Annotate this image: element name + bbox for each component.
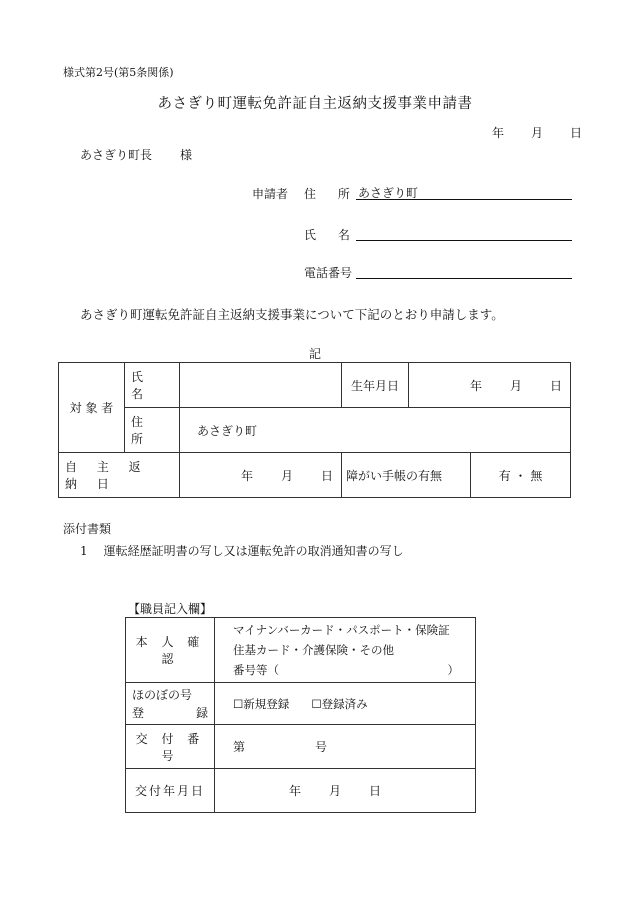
honobono-field bbox=[215, 683, 476, 725]
target-name-label: 氏 名 bbox=[125, 363, 180, 408]
document-title: あさぎり町運転免許証自主返納支援事業申請書 bbox=[157, 96, 473, 112]
issue-number-label: 交 付 番 号 bbox=[126, 725, 215, 769]
return-year: 年 bbox=[240, 468, 253, 483]
addressee bbox=[80, 146, 192, 163]
id-check-label: 本 人 確 認 bbox=[126, 618, 215, 683]
target-person-table bbox=[58, 362, 571, 498]
issue-number-field[interactable] bbox=[215, 725, 476, 769]
id-number-prefix: 番号等（ bbox=[233, 663, 279, 677]
return-date-label: 自 主 返 納 日 bbox=[59, 453, 180, 498]
date-year: 年 bbox=[492, 126, 505, 140]
attachments-heading: 添付書類 bbox=[63, 522, 112, 536]
target-name-field[interactable] bbox=[180, 363, 342, 408]
return-month: 月 bbox=[280, 468, 293, 483]
date-day: 日 bbox=[570, 126, 583, 140]
birthdate-label: 生年月日 bbox=[342, 363, 409, 408]
addressee-name: あさぎり町長 bbox=[80, 148, 153, 162]
date-month: 月 bbox=[531, 126, 544, 140]
issue-date-label: 交付年月日 bbox=[126, 769, 215, 813]
honobono-label bbox=[126, 683, 215, 725]
target-person-label: 対 象 者 bbox=[59, 363, 125, 453]
birthdate-field[interactable] bbox=[409, 363, 571, 408]
id-check-line-1: マイナンバーカード・パスポート・保険証 bbox=[233, 623, 450, 637]
issue-year: 年 bbox=[289, 784, 302, 798]
attachment-number: 1 bbox=[80, 544, 88, 558]
form-number: 様式第2号(第5条関係) bbox=[63, 66, 174, 79]
honobono-label-reg-2: 録 bbox=[195, 705, 208, 720]
applicant-phone-label: 電話番号 bbox=[304, 266, 353, 280]
id-check-line-2: 住基カード・介護保険・その他 bbox=[233, 643, 394, 657]
disability-choice[interactable]: 有 ・ 無 bbox=[471, 453, 571, 498]
attachment-text: 運転経歴証明書の写し又は運転免許の取消通知書の写し bbox=[103, 544, 404, 558]
staff-section-heading: 【職員記入欄】 bbox=[128, 602, 213, 616]
new-registration-checkbox[interactable]: ☐新規登録 bbox=[233, 696, 290, 711]
birth-year: 年 bbox=[469, 378, 482, 393]
issue-number-prefix: 第 bbox=[233, 740, 246, 754]
applicant-address-field[interactable] bbox=[356, 183, 572, 200]
disability-label: 障がい手帳の有無 bbox=[342, 453, 471, 498]
target-address-field[interactable] bbox=[180, 408, 571, 453]
honobono-label-line-1: ほのぼの号 bbox=[132, 687, 193, 702]
return-day: 日 bbox=[320, 468, 333, 483]
applicant-address-value: あさぎり町 bbox=[358, 186, 419, 200]
applicant-address-label: 住 所 bbox=[304, 187, 359, 201]
issue-date-field[interactable] bbox=[215, 769, 476, 813]
applicant-label: 申請者 bbox=[252, 187, 289, 201]
application-date bbox=[492, 124, 582, 141]
issue-day: 日 bbox=[369, 784, 382, 798]
ki-heading: 記 bbox=[308, 347, 321, 361]
attachment-item bbox=[80, 542, 404, 559]
id-check-field[interactable] bbox=[215, 618, 476, 683]
registered-checkbox[interactable]: ☐登録済み bbox=[311, 696, 368, 711]
id-number-suffix: ） bbox=[447, 663, 459, 677]
staff-table bbox=[125, 617, 476, 813]
issue-month: 月 bbox=[329, 784, 342, 798]
applicant-name-field[interactable] bbox=[356, 224, 572, 241]
birth-day: 日 bbox=[550, 378, 563, 393]
target-address-label: 住 所 bbox=[125, 408, 180, 453]
honobono-label-reg-1: 登 bbox=[132, 705, 145, 720]
return-date-field[interactable] bbox=[180, 453, 342, 498]
applicant-phone-field[interactable] bbox=[356, 262, 572, 279]
issue-number-suffix: 号 bbox=[315, 740, 328, 754]
addressee-honorific: 様 bbox=[180, 148, 193, 162]
request-sentence: あさぎり町運転免許証自主返納支援事業について下記のとおり申請します。 bbox=[80, 307, 504, 322]
birth-month: 月 bbox=[509, 378, 522, 393]
applicant-name-label: 氏 名 bbox=[304, 228, 359, 242]
target-address-value: あさぎり町 bbox=[197, 423, 258, 438]
